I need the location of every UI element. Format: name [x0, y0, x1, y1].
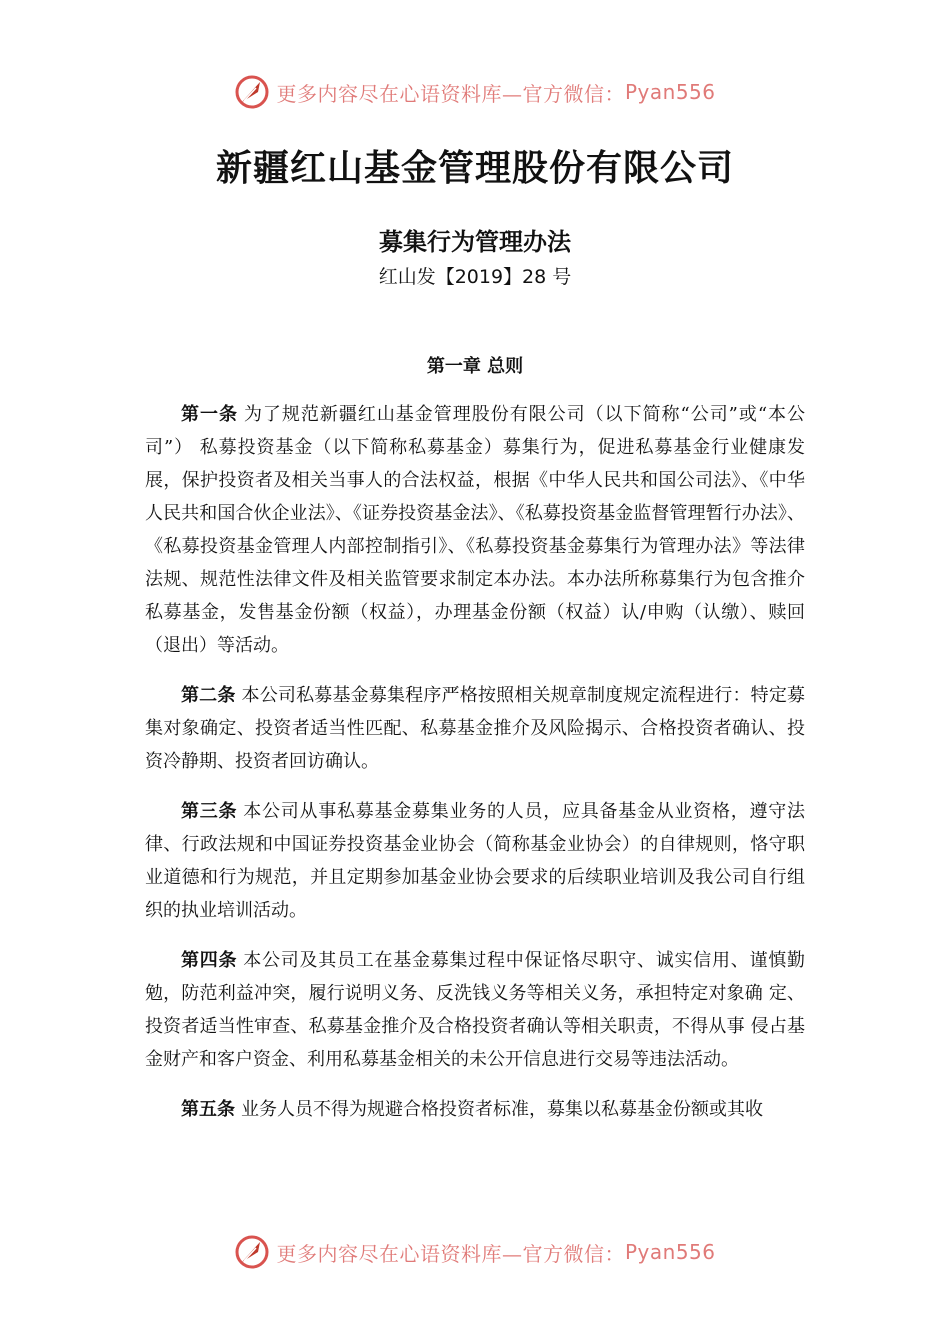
quill-logo-icon	[234, 74, 270, 110]
watermark-handle: Pyan556	[624, 1240, 716, 1264]
article-text: 本公司私募基金募集程序严格按照相关规章制度规定流程进行：特定募集对象确定、投资者适当性匹配、私募基金推介及风险揭示、合格投资者确认、投资冷静期、投资者回访确认。	[145, 685, 805, 772]
article-1	[145, 398, 805, 662]
article-list	[145, 398, 805, 1143]
article-label: 第四条	[181, 950, 238, 971]
article-label: 第一条	[181, 404, 238, 425]
article-label: 第二条	[181, 685, 236, 706]
watermark-footer	[0, 1232, 950, 1272]
watermark-text: 更多内容尽在心语资料库—官方微信：	[276, 1241, 625, 1266]
article-text: 本公司及其员工在基金募集过程中保证恪尽职守、诚实信用、谨慎勤勉，防范利益冲突，履行说明义务、反洗钱义务等相关义务，承担特定对象确 定、投资者适当性审查、私募基金推介及合格投资者确认等相关职责，不得从事 侵占基金财产和客户资金、利用私募基金相关的未公开信息进行交易等违法活动。	[145, 950, 805, 1070]
article-3	[145, 795, 805, 927]
article-2	[145, 679, 805, 778]
article-5	[145, 1093, 805, 1126]
article-text: 业务人员不得为规避合格投资者标准，募集以私募基金份额或其收	[241, 1099, 763, 1120]
article-label: 第三条	[181, 801, 238, 822]
article-text: 本公司从事私募基金募集业务的人员，应具备基金从业资格，遵守法律、行政法规和中国证券投资基金业协会（简称基金业协会）的自律规则，恪守职业道德和行为规范，并且定期参加基金业协会要求的后续职业培训及我公司自行组织的执业培训活动。	[145, 801, 805, 921]
document-title: 募集行为管理办法	[379, 228, 571, 256]
company-title: 新疆红山基金管理股份有限公司	[215, 148, 734, 189]
quill-logo-icon	[234, 1234, 270, 1270]
watermark-handle: Pyan556	[624, 80, 716, 104]
chapter-heading: 第一章 总则	[426, 356, 524, 377]
article-text: 为了规范新疆红山基金管理股份有限公司（以下简称“公司”或“本公司”） 私募投资基金（以下简称私募基金）募集行为，促进私募基金行业健康发展，保护投资者及相关当事人的合法权益，根据《中华人民共和国公司法》、《中华人民共和国合伙企业法》、《证券投资基金法》、《私募投资基金监督管理暂行办法》、《私募投资基金管理人内部控制指引》、《私募投资基金募集行为管理办法》等法律法规、规范性法律文件及相关监管要求制定本办法。本办法所称募集行为包含推介私募基金，发售基金份额（权益），办理基金份额（权益）认/申购（认缴）、赎回（退出）等活动。	[145, 404, 806, 656]
article-label: 第五条	[181, 1099, 235, 1120]
watermark-text: 更多内容尽在心语资料库—官方微信：	[276, 81, 625, 106]
document-number: 红山发【2019】28 号	[378, 266, 572, 288]
article-4	[145, 944, 805, 1076]
watermark-header	[0, 72, 950, 112]
